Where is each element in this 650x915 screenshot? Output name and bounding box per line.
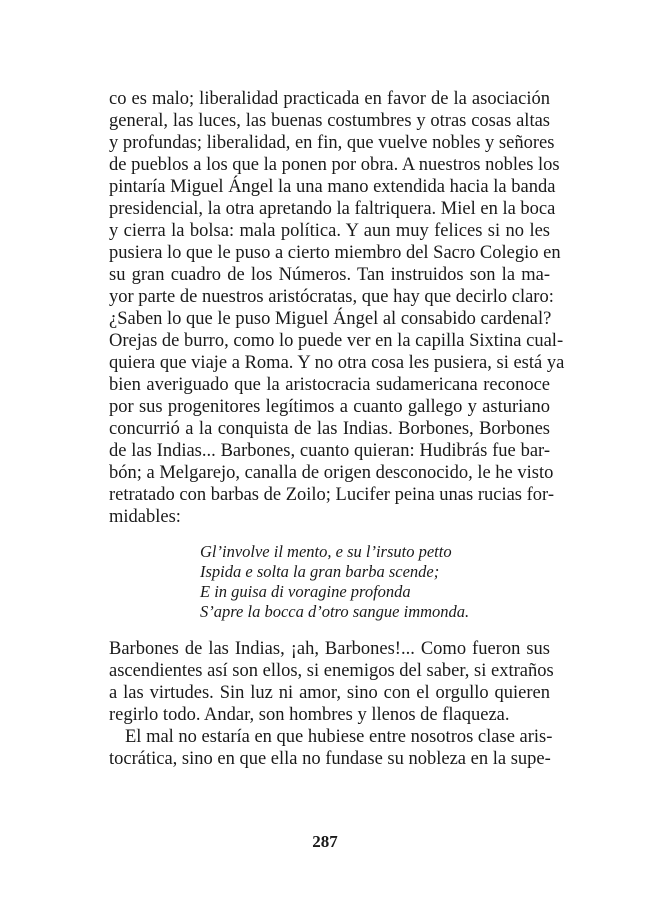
text-line: yor parte de nuestros aristócratas, que hay que decirlo claro: xyxy=(109,287,554,307)
verse-line: Ispida e solta la gran barba scende; xyxy=(200,562,440,581)
text-line: presidencial, la otra apretando la faltriquera. Miel en la boca xyxy=(109,199,556,219)
verse-line: S’apre la bocca d’otro sangue immonda. xyxy=(200,602,470,621)
text-line: de pueblos a los que la ponen por obra. A nuestros nobles los xyxy=(109,155,560,175)
verse-line: Gl’involve il mento, e su l’irsuto petto xyxy=(200,542,452,561)
text-line: por sus progenitores legítimos a cuanto gallego y asturiano xyxy=(109,397,550,417)
text-line: su gran cuadro de los Números. Tan instruidos son la ma- xyxy=(109,265,550,285)
text-line: ascendientes así son ellos, si enemigos del saber, si extraños xyxy=(109,661,554,681)
text-line: pintaría Miguel Ángel la una mano extendida hacia la banda xyxy=(109,177,556,197)
text-line: Orejas de burro, como lo puede ver en la capilla Sixtina cual- xyxy=(109,331,564,351)
text-line: Barbones de las Indias, ¡ah, Barbones!... Como fueron sus xyxy=(109,639,550,659)
text-line: bien averiguado que la aristocracia sudamericana reconoce xyxy=(109,375,550,395)
text-line: ¿Saben lo que le puso Miguel Ángel al consabido cardenal? xyxy=(109,309,552,329)
text-line: regirlo todo. Andar, son hombres y llenos de flaqueza. xyxy=(109,705,510,725)
text-line: a las virtudes. Sin luz ni amor, sino con el orgullo quieren xyxy=(109,683,550,703)
text-line: El mal no estaría en que hubiese entre nosotros clase aris- xyxy=(125,727,553,747)
text-line: bón; a Melgarejo, canalla de origen desconocido, le he visto xyxy=(109,463,554,483)
verse-line: E in guisa di voragine profonda xyxy=(200,582,411,601)
text-line: y profundas; liberalidad, en fin, que vuelve nobles y señores xyxy=(109,133,555,153)
text-line: de las Indias... Barbones, cuanto quieran: Hudibrás fue bar- xyxy=(109,441,550,461)
text-line: tocrática, sino en que ella no fundase su nobleza en la supe- xyxy=(109,749,551,769)
text-line: co es malo; liberalidad practicada en favor de la asociación xyxy=(109,89,550,109)
text-line: concurrió a la conquista de las Indias. Borbones, Borbones xyxy=(109,419,550,439)
text-line: retratado con barbas de Zoilo; Lucifer peina unas rucias for- xyxy=(109,485,554,505)
text-line: quiera que viaje a Roma. Y no otra cosa les pusiera, si está ya xyxy=(109,353,565,373)
page-number: 287 xyxy=(312,832,338,851)
text-line: midables: xyxy=(109,507,181,527)
text-line: y cierra la bolsa: mala política. Y aun muy felices si no les xyxy=(109,221,550,241)
text-line: pusiera lo que le puso a cierto miembro del Sacro Colegio en xyxy=(109,243,561,263)
text-line: general, las luces, las buenas costumbres y otras cosas altas xyxy=(109,111,550,131)
